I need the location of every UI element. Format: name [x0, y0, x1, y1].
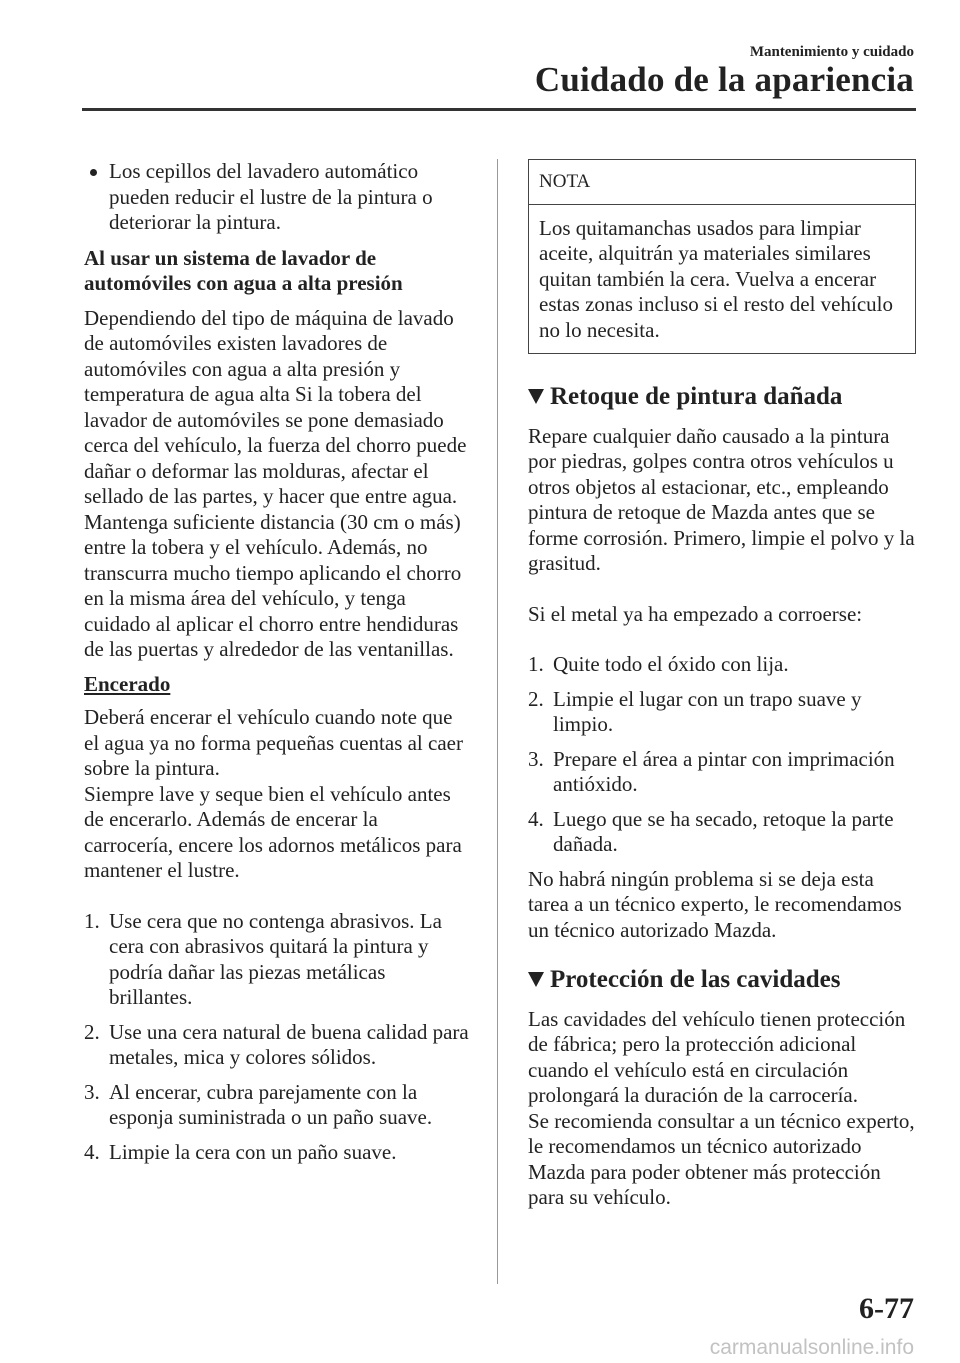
list-item: 1. Quite todo el óxido con lija.: [528, 652, 789, 676]
header-rule: [82, 108, 916, 111]
pressure-wash-heading: Al usar un sistema de lavador de automóviles con agua a alta presión: [84, 245, 403, 295]
list-item: 2. Limpie el lugar con un trapo suave y limpio.: [528, 686, 862, 736]
pressure-wash-text: Dependiendo del tipo de máquina de lavado de automóviles existen lavadores de automóviles con agua a alta presión y temperatura de agua alta Si la tobera del lavador de automóviles se pone demasiado cerca del vehículo, la fuerza del chorro puede dañar o deformar las molduras, afectar el sellado de las partes, y hacer que entre agua. Mantenga suficiente distancia (30 cm o más) entre la tobera y el vehículo. Además, no transcurra mucho tiempo aplicando el chorro en la misma área del vehículo, y tenga cuidado al aplicar el chorro entre hendiduras de las puertas y alrededor de las ventanillas.: [84, 305, 467, 661]
note-box: [528, 159, 916, 354]
cavity-section-title: Protección de las cavidades: [528, 967, 916, 993]
page-number: 6-77: [859, 1292, 914, 1325]
waxing-text-2: Siempre lave y seque bien el vehículo antes de encerarlo. Además de encerar la carrocería, encere los adornos metálicos para mantener el lustre.: [84, 781, 462, 882]
bullet-dot-icon: [90, 169, 97, 176]
list-item: 1. Use cera que no contenga abrasivos. La cera con abrasivos quitará la pintura y podría dañar las piezas metálicas brillantes.: [84, 908, 442, 1009]
list-item: 2. Use una cera natural de buena calidad para metales, mica y colores sólidos.: [84, 1019, 469, 1069]
corrosion-steps: [528, 652, 916, 858]
touchup-section-title: Retoque de pintura dañada: [528, 384, 916, 410]
left-column: [84, 159, 472, 1174]
list-item: 4. Limpie la cera con un paño suave.: [84, 1139, 397, 1164]
note-label: NOTA: [529, 160, 915, 205]
column-divider: [497, 159, 498, 1284]
triangle-down-icon: [528, 389, 544, 404]
page-title: Cuidado de la apariencia: [534, 60, 914, 99]
waxing-heading: Encerado: [84, 671, 171, 696]
corrosion-intro: Si el metal ya ha empezado a corroerse:: [528, 601, 863, 626]
waxing-steps: [84, 909, 472, 1166]
touchup-text: Repare cualquier daño causado a la pintura por piedras, golpes contra otros vehículos u otros objetos al estacionar, etc., empleando pintura de retoque de Mazda antes que se forme corrosión. Primero, limpie el polvo y la grasitud.: [528, 423, 915, 575]
cavity-text-2: Se recomienda consultar a un técnico experto, le recomendamos un técnico autorizado Mazda para poder obtener más protección para su vehículo.: [528, 1108, 915, 1209]
right-column: [528, 159, 916, 1220]
cavity-text-1: Las cavidades del vehículo tienen protección de fábrica; pero la protección adicional cuando el vehículo está en circulación prolongará la duración de la carrocería.: [528, 1006, 906, 1107]
watermark: carmanualsonline.info: [709, 1336, 914, 1359]
list-item: 4. Luego que se ha secado, retoque la parte dañada.: [528, 806, 894, 856]
triangle-down-icon: [528, 972, 544, 987]
note-text: Los quitamanchas usados para limpiar aceite, alquitrán ya materiales similares quitan también la cera. Vuelva a encerar estas zonas incluso si el resto del vehículo no lo necesita.: [539, 215, 893, 342]
list-item: 3. Al encerar, cubra parejamente con la esponja suministrada o un paño suave.: [84, 1079, 433, 1129]
header-section-label: Mantenimiento y cuidado: [749, 44, 914, 60]
waxing-text-1: Deberá encerar el vehículo cuando note que el agua ya no forma pequeñas cuentas al caer sobre la pintura.: [84, 705, 463, 780]
list-item: 3. Prepare el área a pintar con imprimación antióxido.: [528, 746, 895, 796]
bullet-item: [84, 159, 472, 236]
bullet-text: Los cepillos del lavadero automático pueden reducir el lustre de la pintura o deteriorar la pintura.: [109, 159, 433, 234]
technician-text: No habrá ningún problema si se deja esta tarea a un técnico experto, le recomendamos un técnico autorizado Mazda.: [528, 866, 902, 942]
